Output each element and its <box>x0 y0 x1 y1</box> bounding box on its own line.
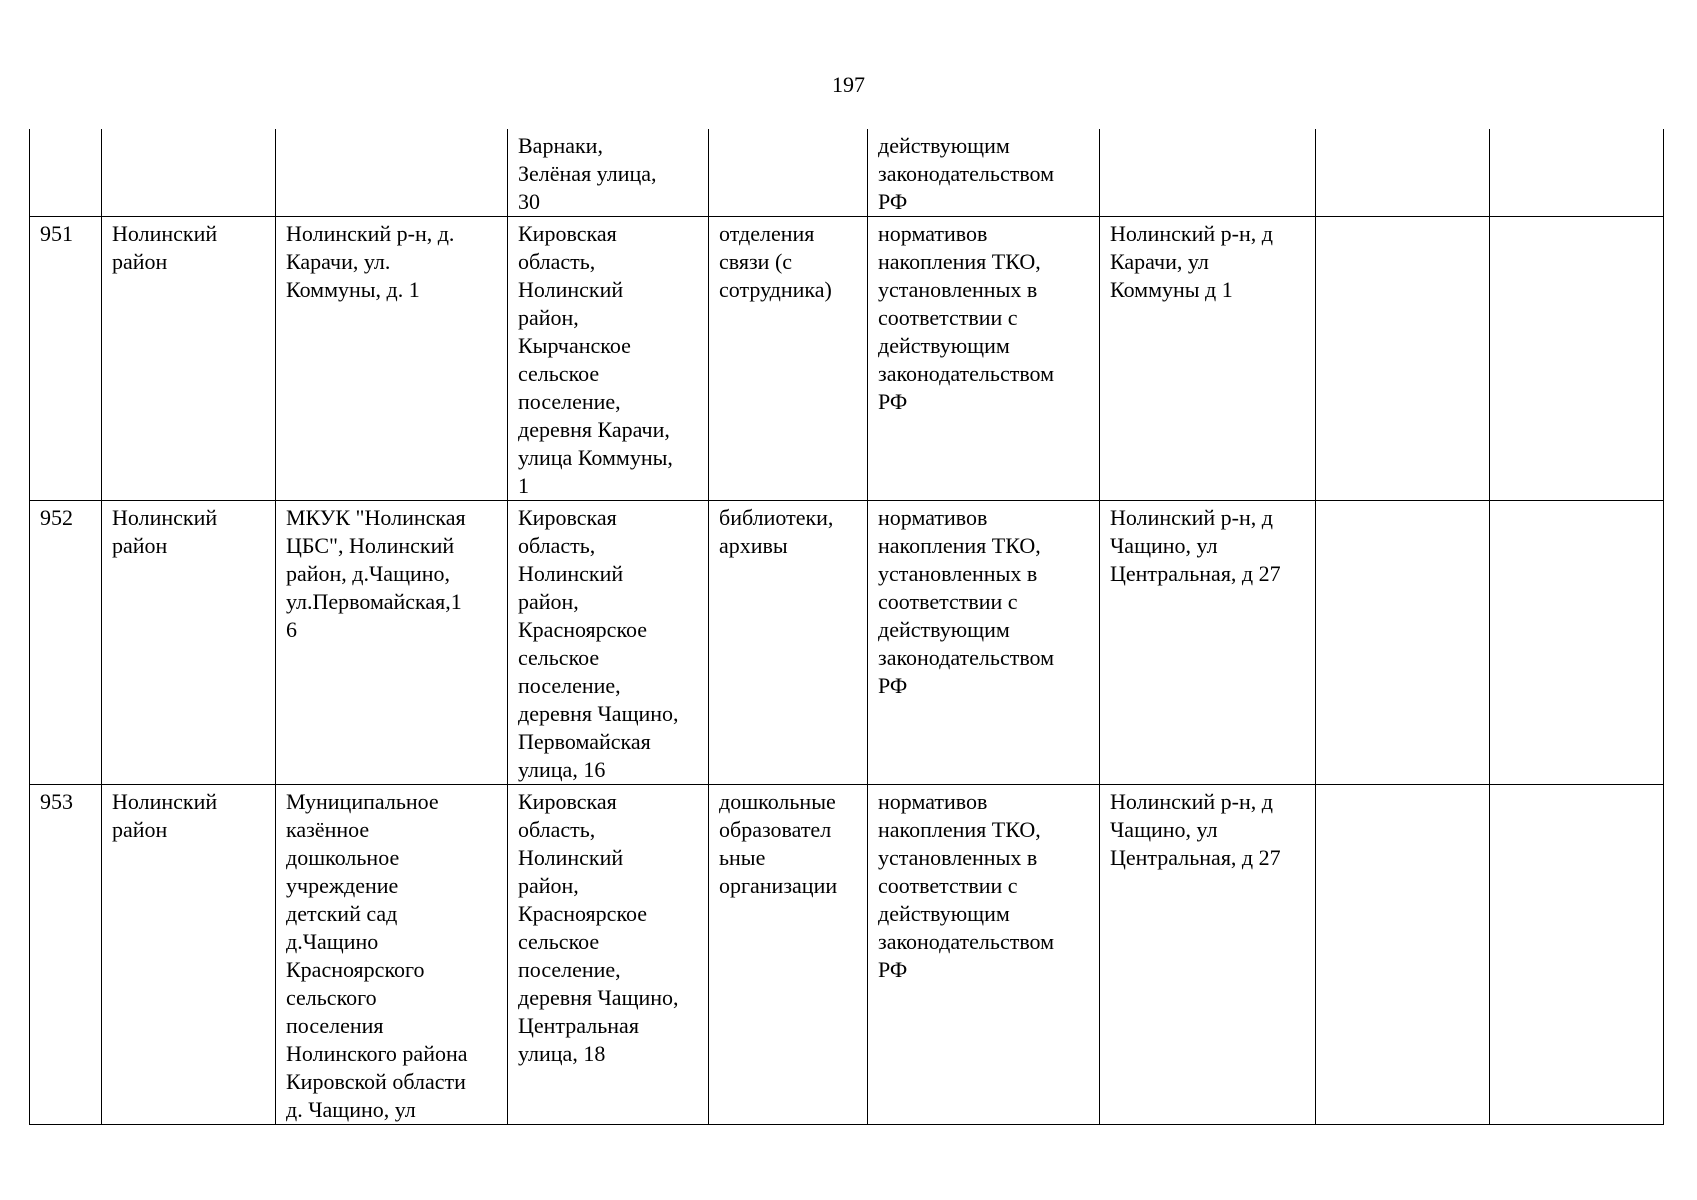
cell-district: Нолинский район <box>102 501 276 785</box>
cell-name <box>276 129 508 217</box>
table-row <box>30 129 1664 217</box>
cell-norm: нормативов накопления ТКО, установленных в соответствии с действующим законодательством РФ <box>868 501 1100 785</box>
cell-category: дошкольные образовател ьные организации <box>709 785 868 1125</box>
cell-site: Нолинский р-н, д Чащино, ул Центральная, д 27 <box>1100 785 1316 1125</box>
cell-number <box>30 129 102 217</box>
table-row <box>30 785 1664 1125</box>
cell-district: Нолинский район <box>102 785 276 1125</box>
table-row <box>30 217 1664 501</box>
registry-table <box>29 129 1664 1125</box>
cell-extra-2 <box>1490 785 1664 1125</box>
cell-name: МКУК "Нолинская ЦБС", Нолинский район, д.Чащино, ул.Первомайская,1 6 <box>276 501 508 785</box>
cell-norm: нормативов накопления ТКО, установленных в соответствии с действующим законодательством РФ <box>868 217 1100 501</box>
cell-extra-1 <box>1316 501 1490 785</box>
cell-address: Кировская область, Нолинский район, Красноярское сельское поселение, деревня Чащино, Первомайская улица, 16 <box>508 501 709 785</box>
page-number: 197 <box>832 72 865 97</box>
cell-number: 953 <box>30 785 102 1125</box>
cell-extra-2 <box>1490 217 1664 501</box>
cell-district <box>102 129 276 217</box>
cell-site: Нолинский р-н, д Чащино, ул Центральная, д 27 <box>1100 501 1316 785</box>
cell-address: Кировская область, Нолинский район, Красноярское сельское поселение, деревня Чащино, Центральная улица, 18 <box>508 785 709 1125</box>
cell-norm: действующим законодательством РФ <box>868 129 1100 217</box>
cell-number: 952 <box>30 501 102 785</box>
cell-extra-1 <box>1316 785 1490 1125</box>
cell-category: библиотеки, архивы <box>709 501 868 785</box>
cell-address: Кировская область, Нолинский район, Кырчанское сельское поселение, деревня Карачи, улица Коммуны, 1 <box>508 217 709 501</box>
table-row <box>30 501 1664 785</box>
cell-site <box>1100 129 1316 217</box>
cell-name: Муниципальное казённое дошкольное учреждение детский сад д.Чащино Красноярского сельского поселения Нолинского района Кировской области д. Чащино, ул <box>276 785 508 1125</box>
cell-extra-2 <box>1490 501 1664 785</box>
cell-extra-1 <box>1316 129 1490 217</box>
cell-number: 951 <box>30 217 102 501</box>
cell-site: Нолинский р-н, д Карачи, ул Коммуны д 1 <box>1100 217 1316 501</box>
cell-norm: нормативов накопления ТКО, установленных в соответствии с действующим законодательством РФ <box>868 785 1100 1125</box>
cell-extra-1 <box>1316 217 1490 501</box>
cell-name: Нолинский р-н, д. Карачи, ул. Коммуны, д. 1 <box>276 217 508 501</box>
cell-address: Варнаки, Зелёная улица, 30 <box>508 129 709 217</box>
cell-district: Нолинский район <box>102 217 276 501</box>
cell-extra-2 <box>1490 129 1664 217</box>
cell-category <box>709 129 868 217</box>
cell-category: отделения связи (с сотрудника) <box>709 217 868 501</box>
